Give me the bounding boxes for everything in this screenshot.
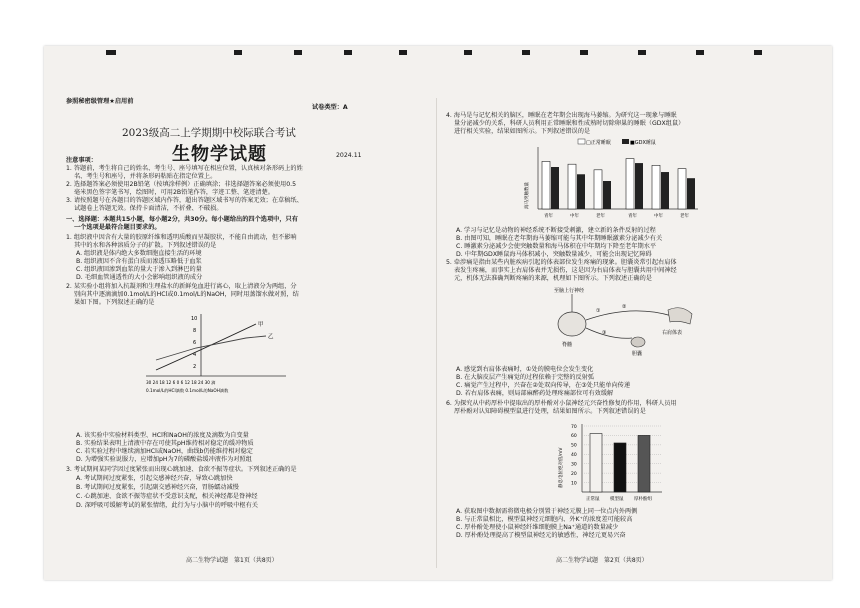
option-b: B. 组织液因不含有蛋白质而渗透压略低于血浆 — [76, 258, 202, 265]
x-tick-label: 青年 — [544, 214, 553, 219]
y-tick: 6 — [193, 340, 197, 346]
question-2-line: 果如下图。下列叙述正确的是 — [74, 299, 155, 306]
question-3: 3. 考试期间某同学因过度紧张而出现心跳加速、食欲不振等症状。下列叙述正确的是 — [66, 466, 297, 473]
question-2-line: 别向其中逐滴滴加0.1mol/L的HCl或0.1mol/L的NaOH，同时用蒸馏水做对照，结 — [74, 291, 299, 298]
question-4-line: 进行相关实验，结果如图所示。下列叙述错误的是 — [454, 128, 591, 135]
line-label: 甲 — [258, 322, 264, 328]
y-tick: 70 — [571, 424, 577, 430]
bar — [590, 434, 602, 492]
spinal-cord — [558, 312, 586, 336]
label-shoulder: 右肩体表 — [662, 330, 683, 336]
y-tick: 40 — [571, 453, 577, 459]
x-tick-labels: 30 24 18 12 6 0 6 12 18 24 30 滴 — [146, 380, 216, 385]
bar-gdx — [635, 163, 643, 209]
option-a: A. 考试期间过度紧张，引起交感神经兴奋，导致心跳加快 — [76, 475, 233, 482]
question-5-line: 元，机体无法准确判断疼痛的来源，机理如下图所示。下列叙述正确的是 — [454, 275, 652, 282]
bar-gdx — [661, 172, 669, 209]
question-2: 2. 某实验小组将加入抗凝剂和生理盐水的新鲜兔血进行离心，取上清液分为两组，分 — [66, 283, 297, 290]
bar-normal — [678, 169, 686, 209]
option-d: D. 厚朴酚处理提高了模型鼠神经元的敏感性，神经元更易兴奋 — [456, 532, 626, 539]
paper-type-label: 试卷类型：A — [312, 104, 348, 111]
line-yi — [156, 336, 266, 360]
option-a: A. 组织液是体内绝大多数细胞直接生活的环境 — [76, 250, 202, 257]
legend-gdx-swatch — [622, 139, 629, 144]
x-tick-label: 正常鼠 — [586, 497, 600, 502]
question-1-line: 其中的水和各种溶质分子的扩散。下列叙述错误的是 — [74, 242, 217, 249]
shoulder-shape — [668, 308, 692, 324]
option-c: C. 若实验过程中继续滴加HCl或NaOH，曲线b仍能维持相对稳定 — [76, 448, 253, 455]
nerve-to-gallbladder — [586, 328, 632, 338]
question-4-line: 量分泌减少的关系，科研人员利用正常睡眠和性成熟时切除卵巢的睡眠（GDX组鼠） — [454, 120, 685, 127]
x-tick-label: 老年 — [680, 214, 689, 219]
notes-line: 毫米黑色签字笔书写，绘图时，可用2B铅笔作答，字迹工整、笔迹清楚。 — [74, 189, 274, 196]
left-page — [44, 46, 436, 580]
gallbladder-shape — [631, 337, 645, 347]
y-tick: 4 — [193, 352, 197, 358]
option-a: A. 学习与记忆是动物的神经系统不断接受刺激，建立新的条件反射的过程 — [456, 227, 656, 234]
referred-pain-diagram — [532, 284, 712, 358]
question-5: 5. 牵涉痛是指由某些内脏疾病引起的体表部位发生疼痛的现象。胆囊炎常引起右肩体 — [446, 259, 677, 266]
bar-normal — [594, 170, 602, 209]
option-a: A. 获取图中数据需将微电极分别置于神经元膜上同一位点内外两侧 — [456, 508, 638, 515]
legend-normal: □正常睡眠 — [586, 140, 611, 146]
x-tick-label: 厚朴酚组 — [634, 497, 652, 502]
question-6: 6. 为探究从中药厚朴中提取出的厚朴酚对小鼠神经元兴奋性修复的作用，科研人员用 — [446, 400, 677, 407]
option-b: B. 考试期间过度紧张，引起副交感神经兴奋，胃肠蠕动减慢 — [76, 484, 239, 491]
notes-line: 试题卷上答题无效。保持卡面清洁，不折叠、不破损。 — [74, 205, 223, 212]
option-d: D. 若右肩体表痛，则局部麻醉药处理疼痛部位可有效缓解 — [456, 390, 614, 397]
label-gallbladder: 胆囊 — [632, 351, 643, 357]
y-tick: 20 — [571, 471, 577, 477]
option-d: D. 毛细血管通透性的大小会影响组织液的成分 — [76, 274, 203, 281]
option-b: B. 与正常鼠相比，模型鼠神经元细胞内、外K⁺的浓度差可能较高 — [456, 516, 633, 523]
line-label: 乙 — [268, 334, 274, 340]
x-tick-label: 中年 — [570, 214, 579, 219]
option-d: D. 中年期GDX睡鼠海马体积减小，突触数量减少，可能会出现记忆障碍 — [456, 251, 652, 258]
bar-normal — [568, 164, 576, 209]
bar — [638, 435, 650, 492]
y-tick: 10 — [571, 481, 577, 487]
option-a: A. 该实验中实验材料类型、HCl和NaOH的浓度及滴数为自变量 — [76, 432, 249, 439]
right-page — [436, 46, 832, 580]
page-footer: 高二生物学试题 第2页（共8页） — [556, 557, 648, 564]
x-caption: 0.1mol/L的HCl滴数 0.1mol/L的NaOH滴数 — [146, 388, 229, 393]
x-tick-label: 老年 — [596, 214, 605, 219]
y-axis-label: 静息电位绝对值/mV — [559, 447, 564, 488]
label-ascending: 至脑上行神经 — [554, 288, 585, 294]
y-tick: 50 — [571, 443, 577, 449]
label-1: ① — [596, 308, 601, 314]
bar-normal — [652, 165, 660, 209]
bar-gdx — [551, 167, 559, 209]
bar-gdx — [577, 174, 585, 209]
option-c: C. 厚朴酚处理使小鼠神经纤维细胞膜上Na⁺通道的数量减少 — [456, 524, 619, 531]
y-tick: 2 — [193, 364, 197, 370]
question-5-line: 表发生疼痛，而事实上右肩体表并无损伤，这是因为右肩体表与胆囊共用中间神经 — [454, 267, 677, 274]
label-2: ② — [622, 304, 627, 310]
notes-line: 2. 选择题答案必须使用2B铅笔（按填涂样例）正确填涂；非选择题答案必须使用0.5 — [66, 181, 297, 188]
synapse-bar-chart — [522, 137, 702, 223]
bar-normal — [542, 161, 550, 209]
option-b: B. 实验结果表明上清液中存在可使其pH维持相对稳定的缓冲物质 — [76, 440, 254, 447]
x-tick-label: 中年 — [654, 214, 663, 219]
section-heading: 一、选择题：本题共15小题，每小题2分，共30分。每小题给出的四个选项中，只有 — [66, 216, 298, 223]
bar-normal — [626, 159, 634, 209]
y-tick: 10 — [191, 316, 198, 322]
y-tick: 60 — [571, 434, 577, 440]
label-3: ③ — [602, 330, 607, 336]
legend-normal-swatch — [578, 139, 585, 144]
exam-title: 2023级高二上学期期中校际联合考试 — [122, 127, 296, 139]
notes-heading: 注意事项： — [66, 157, 97, 164]
subject-title: 生物学试题 — [172, 144, 267, 165]
option-c: C. 心跳加速、食欲不振等症状不受意识支配，相关神经都是脊神经 — [76, 493, 258, 500]
bar-gdx — [687, 178, 695, 209]
notes-line: 名、考生号和座号，并将条形码粘贴在指定位置上。 — [74, 173, 217, 180]
y-tick: 8 — [193, 328, 197, 334]
bar-gdx — [603, 181, 611, 209]
y-tick: 30 — [571, 462, 577, 468]
resting-potential-bar-chart — [556, 418, 666, 504]
option-c: C. 组织液回渗到血浆的量大于渗入到淋巴的量 — [76, 266, 202, 273]
ph-line-chart — [136, 308, 306, 398]
option-d: D. 为增强实验说服力，应增加pH为7的磷酸盐缓冲液作为对照组 — [76, 456, 252, 463]
x-tick-label: 青年 — [628, 214, 637, 219]
section-heading: 一个选项是最符合题目要求的。 — [74, 224, 161, 231]
exam-date: 2024.11 — [336, 152, 362, 159]
question-4: 4. 海马是与记忆相关的脑区，睡眠在老年期会出现海马萎缩。为研究这一现象与睡眠 — [446, 112, 677, 119]
option-d: D. 深呼吸可缓解考试的紧张情绪，此行为与小脑中的呼吸中枢有关 — [76, 502, 258, 509]
line-jia — [156, 324, 256, 370]
bar — [614, 443, 626, 492]
question-1: 1. 组织液中因含有大量的胶原纤维和透明质酸而呈凝胶状，不能自由流动，但不影响 — [66, 234, 297, 241]
option-a: A. 感觉到右肩体表痛时，①处的膜电位会发生变化 — [456, 366, 594, 373]
option-b: B. 由图可知，睡眠在老年期海马萎缩可能与其中年期睡眠激素分泌减少有关 — [456, 235, 663, 242]
y-axis-label: 海马突触数量 — [525, 182, 530, 209]
option-c: C. 痛觉产生过程中，兴奋在②处双向传导，在③处只能单向传递 — [456, 382, 631, 389]
notes-line: 1. 答题前，考生将自己的姓名、考生号、座号填写在相应位置，认真核对条形码上的姓 — [66, 165, 303, 172]
secret-label: 参照秘密级管理★启用前 — [66, 98, 134, 105]
option-c: C. 睡激素分泌减少会使突触数量和海马体积在中年期均下降至老年期水平 — [456, 243, 657, 250]
option-b: B. 在大脑皮层产生痛觉的过程依赖于完整的反射弧 — [456, 374, 595, 381]
page-footer: 高二生物学试题 第1页（共8页） — [186, 557, 278, 564]
notes-line: 3. 请按照题号在各题目的答题区域内作答，超出答题区域书写的答案无效；在草稿纸、 — [66, 197, 303, 204]
question-6-line: 厚朴酚对认知障碍模型鼠进行处理，结果如图所示。下列叙述错误的是 — [454, 408, 646, 415]
label-spinal-cord: 脊髓 — [562, 342, 573, 348]
legend-gdx: ■GDX睡鼠 — [630, 140, 656, 146]
exam-sheet — [44, 46, 832, 580]
x-tick-label: 模型鼠 — [610, 497, 624, 502]
